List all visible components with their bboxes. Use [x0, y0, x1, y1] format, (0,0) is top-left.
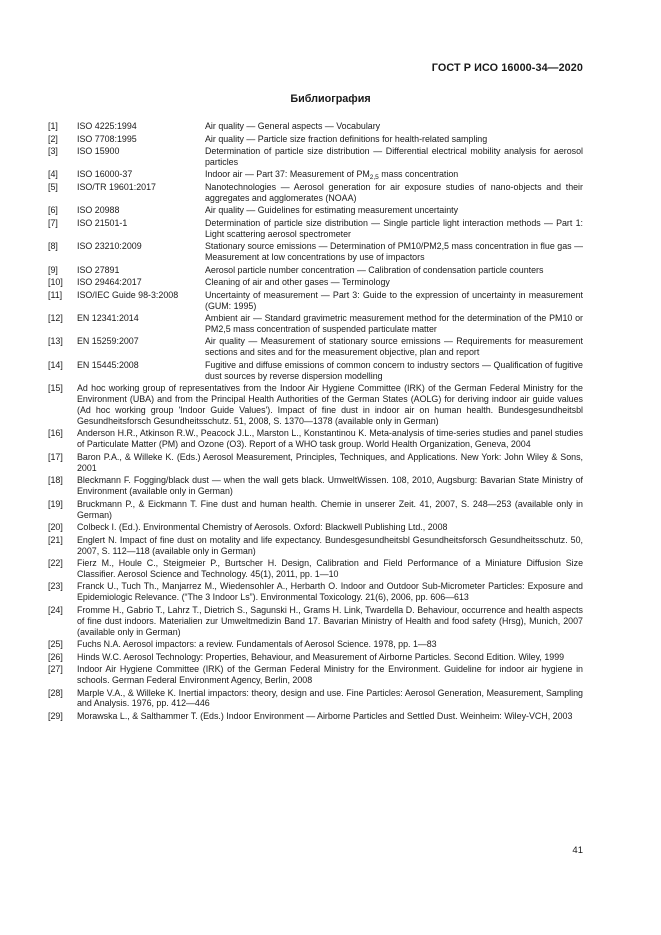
standard-title: Uncertainty of measurement — Part 3: Guide to the expression of uncertainty in measurement (GUM: 1995): [205, 289, 583, 311]
reference-text: Anderson H.R., Atkinson R.W., Peacock J.L., Marston L., Konstantinou K. Meta-analysis of time-series studies and panel studies of Particulate Matter (PM) and Ozone (O3). Report of a WHO task group. World Health Organization, Geneva, 2004: [77, 428, 583, 450]
reference-text: Bleckmann F. Fogging/black dust — when the wall gets black. UmweltWissen. 108, 2010, Augsburg: Bavarian State Ministry of Environment (available only in German): [77, 475, 583, 497]
reference-entry: [48, 535, 583, 557]
reference-entry: [48, 581, 583, 603]
reference-text: Hinds W.C. Aerosol Technology: Properties, Behaviour, and Measurement of Airborne Particles. Second Edition. Wiley, 1999: [77, 651, 565, 662]
entry-number: [17]: [48, 451, 63, 462]
entry-number: [1]: [48, 121, 58, 131]
standard-entry: [48, 218, 583, 240]
standard-entry: [48, 360, 583, 382]
standard-title: Stationary source emissions — Determination of PM10/PM2,5 mass concentration in flue gas — Measurement at low concentrations by use of impactors: [205, 241, 583, 263]
standard-title: Nanotechnologies — Aerosol generation for air exposure studies of nano-objects and their aggregates and agglomerates (NOAA): [205, 181, 583, 203]
reference-text: Indoor Air Hygiene Committee (IRK) of the German Federal Ministry for the Environment. Guideline for indoor air hygiene in schools. German Federal Environment Agency, Berlin, 2008: [77, 664, 583, 686]
entry-number: [10]: [48, 277, 63, 288]
references-list: [48, 383, 583, 722]
reference-text: Fromme H., Gabrio T., Lahrz T., Dietrich S., Sagunski H., Grams H. Link, Twardella D. Behaviour, occurrence and health aspects of fine dust indoors. Materialien zur Umweltmedizin Band 17. Bavarian Ministry of Health and food safety (Hrsg), Munich, 2007 (available only in German): [77, 604, 583, 637]
reference-text: Morawska L., & Salthammer T. (Eds.) Indoor Environment — Airborne Particles and Settled Dust. Weinheim: Wiley-VCH, 2003: [77, 710, 573, 721]
reference-entry: [48, 383, 583, 427]
standard-code: ISO 16000-37: [77, 169, 133, 180]
entry-number: [28]: [48, 687, 63, 698]
standard-entry: [48, 205, 583, 216]
entry-number: [2]: [48, 133, 58, 144]
reference-text: Fierz M., Houle C., Steigmeier P., Burtscher H. Design, Calibration and Field Performance of a Miniature Diffusion Size Classifier. Aerosol Science and Technology. 45(1), 2011, pp. 1—10: [77, 558, 583, 579]
reference-entry: [48, 688, 583, 710]
entry-number: [26]: [48, 651, 63, 662]
entry-number: [20]: [48, 522, 63, 533]
standard-title: [205, 169, 583, 180]
reference-entry: [48, 452, 583, 474]
entry-number: [3]: [48, 146, 58, 156]
reference-entry: [48, 428, 583, 450]
reference-text: Fuchs N.A. Aerosol impactors: a review. Fundamentals of Aerosol Science. 1978, pp. 1—83: [77, 639, 437, 650]
standards-list: [48, 121, 583, 382]
entry-number: [18]: [48, 475, 63, 486]
standard-title: Determination of particle size distribution — Single particle light interaction methods — Part 1: Light scattering aerosol spectrometer: [205, 217, 583, 239]
entry-number: [12]: [48, 313, 63, 324]
entry-number: [23]: [48, 581, 63, 592]
standard-entry: [48, 121, 583, 132]
entry-number: [14]: [48, 359, 63, 370]
standard-code: ISO 29464:2017: [77, 277, 142, 288]
page-title: Библиография: [290, 93, 371, 105]
standard-code: ISO 27891: [77, 264, 120, 275]
entry-number: [29]: [48, 710, 63, 721]
reference-entry: [48, 558, 583, 580]
reference-entry: [48, 652, 583, 663]
standard-code: ISO 23210:2009: [77, 241, 142, 252]
standard-entry: [48, 336, 583, 358]
reference-entry: [48, 605, 583, 638]
entry-number: [25]: [48, 639, 63, 650]
entry-number: [24]: [48, 604, 63, 615]
standard-title: Air quality — General aspects — Vocabulary: [205, 121, 381, 131]
standard-entry: [48, 313, 583, 335]
reference-text: Englert N. Impact of fine dust on motality and life expectancy. Bundesgesundheitsbl Gesundheitsforsch Gesundheitsschutz. 50, 2007, S. 112—118 (available only in German): [77, 534, 583, 556]
reference-entry: [48, 499, 583, 521]
standard-code: ISO 15900: [77, 146, 120, 156]
reference-text: Ad hoc working group of representatives from the Indoor Air Hygiene Committee (IRK) of the German Federal Ministry for the Environment (UBA) and from the Principal Health Authorities of the German States (AOLG) for deriving indoor air guide values (Ad hoc working group 'Indoor Guide Values'). Impact of fine dust in indoor air on human health. Bundesgesundheitsbl Gesundheitsforsch Gesundheitsschutz. 51, 2008, S. 1370—1378 (available only in German): [77, 383, 583, 426]
entry-number: [21]: [48, 534, 63, 545]
entry-number: [5]: [48, 181, 58, 192]
standard-code: EN 12341:2014: [77, 313, 139, 324]
standard-title: Fugitive and diffuse emissions of common concern to industry sectors — Qualification of fugitive dust sources by reverse dispersion modelling: [205, 359, 583, 381]
standard-code: ISO 4225:1994: [77, 121, 137, 131]
standard-title: Determination of particle size distribution — Differential electrical mobility analysis for aerosol particles: [205, 146, 583, 167]
standard-title: Air quality — Guidelines for estimating measurement uncertainty: [205, 205, 459, 216]
standard-entry: [48, 134, 583, 145]
standard-code: EN 15259:2007: [77, 336, 139, 347]
standard-entry: [48, 169, 583, 180]
document-identifier: ГОСТ Р ИСО 16000-34—2020: [431, 62, 583, 74]
reference-text: Colbeck I. (Ed.). Environmental Chemistry of Aerosols. Oxford: Blackwell Publishing Ltd., 2008: [77, 522, 448, 533]
standard-entry: [48, 277, 583, 288]
entry-number: [11]: [48, 289, 63, 300]
reference-entry: [48, 664, 583, 686]
reference-text: Bruckmann P., & Eickmann T. Fine dust and human health. Chemie in unserer Zeit. 41, 2007, S. 248—253 (available only in German): [77, 498, 583, 520]
entry-number: [19]: [48, 498, 63, 509]
reference-text: Franck U., Tuch Th., Manjarrez M., Wiedensohler A., Herbarth O. Indoor and Outdoor Sub-Micrometer Particles: Exposure and Epidemiologic Relevance. (“The 3 Indoor Ls”). Environmental Toxicology. 21(6), 2006, pp. 606—613: [77, 581, 583, 603]
standard-code: ISO 20988: [77, 205, 120, 216]
standard-title: Air quality — Measurement of stationary source emissions — Requirements for measurement sections and sites and for the measurement objective, plan and report: [205, 336, 583, 358]
entry-number: [27]: [48, 664, 63, 675]
entry-number: [6]: [48, 205, 58, 216]
entry-number: [13]: [48, 336, 63, 347]
title-subscript: 2,5: [369, 174, 379, 182]
standard-title: Ambient air — Standard gravimetric measurement method for the determination of the PM10 or PM2,5 mass concentration of suspended particulate matter: [205, 313, 583, 334]
standard-code: ISO/TR 19601:2017: [77, 181, 156, 192]
standard-entry: [48, 182, 583, 204]
standard-entry: [48, 290, 583, 312]
entry-number: [8]: [48, 241, 58, 252]
page-number: 41: [572, 845, 583, 856]
reference-text: Baron P.A., & Willeke K. (Eds.) Aerosol Measurement, Principles, Techniques, and Applications. New York: John Wiley & Sons, 2001: [77, 451, 583, 473]
standard-entry: [48, 146, 583, 168]
standard-entry: [48, 265, 583, 276]
reference-entry: [48, 522, 583, 533]
standard-title: Air quality — Particle size fraction definitions for health-related sampling: [205, 133, 488, 144]
entry-number: [22]: [48, 558, 63, 568]
standard-code: ISO 7708:1995: [77, 133, 137, 144]
entry-number: [15]: [48, 383, 63, 394]
standard-title: Cleaning of air and other gases — Terminology: [205, 277, 390, 288]
standard-entry: [48, 241, 583, 263]
reference-entry: [48, 639, 583, 650]
title-part: mass concentration: [378, 169, 459, 180]
standard-code: ISO/IEC Guide 98-3:2008: [77, 289, 179, 300]
title-part: Indoor air — Part 37: Measurement of PM: [205, 169, 370, 180]
bibliography-list: [48, 121, 583, 723]
standard-title: Aerosol particle number concentration — Calibration of condensation particle counters: [205, 264, 544, 275]
reference-entry: [48, 711, 583, 722]
entry-number: [9]: [48, 264, 58, 275]
standard-code: EN 15445:2008: [77, 359, 139, 370]
standard-code: ISO 21501-1: [77, 217, 128, 228]
reference-entry: [48, 475, 583, 497]
entry-number: [16]: [48, 428, 63, 439]
entry-number: [7]: [48, 217, 58, 228]
entry-number: [4]: [48, 169, 58, 180]
reference-text: Marple V.A., & Willeke K. Inertial impactors: theory, design and use. Fine Particles: Aerosol Generation, Measurement, Sampling and Analysis. 1976, pp. 412—446: [77, 687, 583, 709]
